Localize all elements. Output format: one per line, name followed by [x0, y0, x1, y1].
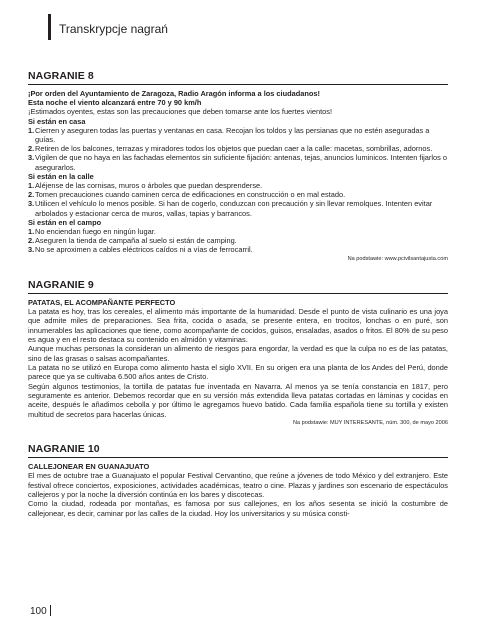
- recording-10: [28, 443, 448, 518]
- paragraph: Como la ciudad, rodeada por montañas, es famosa por sus callejones, en los años sesenta se inició la costumbre de callejonear, es decir, caminar por las calles de la ciudad. Hoy los universitarios y su música consti-: [28, 499, 448, 518]
- section-gap: [28, 263, 448, 279]
- list-item: [28, 153, 448, 171]
- recording-9-title: PATATAS, EL ACOMPAÑANTE PERFECTO: [28, 297, 176, 307]
- section-gap: [28, 427, 448, 443]
- calle-title: Si están en la calle: [28, 171, 94, 181]
- paragraph: La patata es hoy, tras los cereales, el alimento más importante de la humanidad. Desde el punto de vista culinario es una joya que admite miles de preparaciones. Sea frita, cocida o asada, se presente entera, en trocitos, lonchas o en puré, son innumerables las aplicaciones que tiene, como acompañante de cocidos, guisos, ensaladas, asados o fritos. El 80% de su peso es agua y en el resto destaca su contenido en almidón y vitaminas.: [28, 306, 448, 344]
- item-text: No se aproximen a cables eléctricos caídos ni a vías de ferrocarril.: [35, 245, 253, 255]
- list-item: [28, 236, 448, 245]
- campo-title: Si están en el campo: [28, 217, 102, 227]
- recording-9: [28, 279, 448, 427]
- list-item: [28, 126, 448, 144]
- heading-rule: [28, 84, 448, 85]
- item-text: Tomen precauciones cuando caminen cerca de edificaciones en construcción o en mal estado.: [35, 190, 346, 200]
- recording-8-intro: ¡Estimados oyentes, estas son las precauciones que deben tomarse ante los fuertes vientos!: [28, 107, 333, 117]
- item-number: 1.: [28, 125, 35, 135]
- item-text: Vigilen de que no haya en las fachadas elementos sin suficiente fijación: antenas, tejas, anuncios luminicos. Intenten fijarlos o asegurarlos.: [35, 153, 447, 172]
- casa-title: Si están en casa: [28, 116, 86, 126]
- item-text: Retiren de los balcones, terrazas y miradores todos los objetos que puedan caer a la calle: macetas, sombrillas, adornos.: [35, 144, 433, 154]
- item-number: 3.: [28, 245, 35, 255]
- item-number: 2.: [28, 144, 35, 154]
- paragraph: El mes de octubre trae a Guanajuato el popular Festival Cervantino, que reúne a jóvenes de todo México y del extranjero. Este festival ofrece conciertos, exposiciones, actividades académicas, teatro o cine. Plazas y jardines son escenario de espectáculos callejeros y por la noche la diversión continúa en los bares y discotecas.: [28, 471, 448, 499]
- item-text: No enciendan fuego en ningún lugar.: [35, 227, 156, 237]
- paragraph: Aunque muchas personas la consideran un alimento de riesgos para engordar, la verdad es que la culpa no es de las patatas, sino de las grasas o salsas acompañantes.: [28, 344, 448, 363]
- recording-10-title: CALLEJONEAR EN GUANAJUATO: [28, 461, 150, 471]
- recording-8-source: Na podstawie: www.pcivilsantajusta.com: [347, 255, 448, 262]
- list-item: [28, 190, 448, 199]
- list-item: [28, 144, 448, 153]
- recording-8: [28, 70, 448, 263]
- item-number: 1.: [28, 227, 35, 237]
- heading-rule: [28, 457, 448, 458]
- list-item: [28, 199, 448, 217]
- item-number: 3.: [28, 199, 35, 209]
- paragraph: Según algunos testimonios, la tortilla de patatas fue inventada en Navarra. Al menos ya se tenía constancia en 1817, pero seguramente es anterior. Debemos recordar que en su versión más extendida lleva patatas cortadas en láminas y cocidas en aceite, después le añadimos cebolla y por último le agregamos huevo batido. Cada familia española tiene su tortilla y existen multitud de secretos para hacerlas únicas.: [28, 381, 448, 419]
- item-text: Aseguren la tienda de campaña al suelo si están de camping.: [35, 236, 237, 246]
- item-text: Aléjense de las cornisas, muros o árboles que puedan desprenderse.: [35, 181, 263, 191]
- item-number: 2.: [28, 190, 35, 200]
- page-content: [28, 70, 448, 518]
- recording-10-heading: NAGRANIE 10: [28, 442, 100, 455]
- page-number-rule: [50, 605, 51, 616]
- header-title: Transkrypcje nagrań: [59, 22, 168, 36]
- recording-8-subheadline: Esta noche el viento alcanzará entre 70 y 90 km/h: [28, 98, 202, 108]
- paragraph: La patata no se utilizó en Europa como alimento hasta el siglo XVII. En su origen era una planta de los Andes del Perú, donde parece que ya se cultivaba 6.500 años antes de Cristo.: [28, 362, 448, 382]
- page-number-text: 100: [30, 606, 47, 617]
- list-item: [28, 181, 448, 190]
- list-item: [28, 227, 448, 236]
- page-number: [30, 605, 51, 617]
- header-rule: [48, 14, 51, 40]
- item-number: 1.: [28, 181, 35, 191]
- recording-9-source: Na podstawie: MUY INTERESANTE, núm. 300, de mayo 2006: [292, 419, 448, 426]
- item-number: 2.: [28, 236, 35, 246]
- recording-9-heading: NAGRANIE 9: [28, 278, 94, 291]
- heading-rule: [28, 293, 448, 294]
- item-text: Cierren y aseguren todas las puertas y ventanas en casa. Recojan los toldos y las persianas que no estén aseguradas a guías.: [35, 125, 430, 145]
- item-text: Utilicen el vehículo lo menos posible. Si han de cogerlo, conduzcan con precaución y sin llevar remolques. Intenten evitar arbolados y estacionar cerca de muros, vallas, tapias y barrancos.: [35, 199, 433, 218]
- recording-8-heading: NAGRANIE 8: [28, 70, 94, 82]
- recording-8-headline: ¡Por orden del Ayuntamiento de Zaragoza, Radio Aragón informa a los ciudadanos!: [28, 89, 320, 98]
- list-item: [28, 245, 448, 254]
- item-number: 3.: [28, 153, 35, 163]
